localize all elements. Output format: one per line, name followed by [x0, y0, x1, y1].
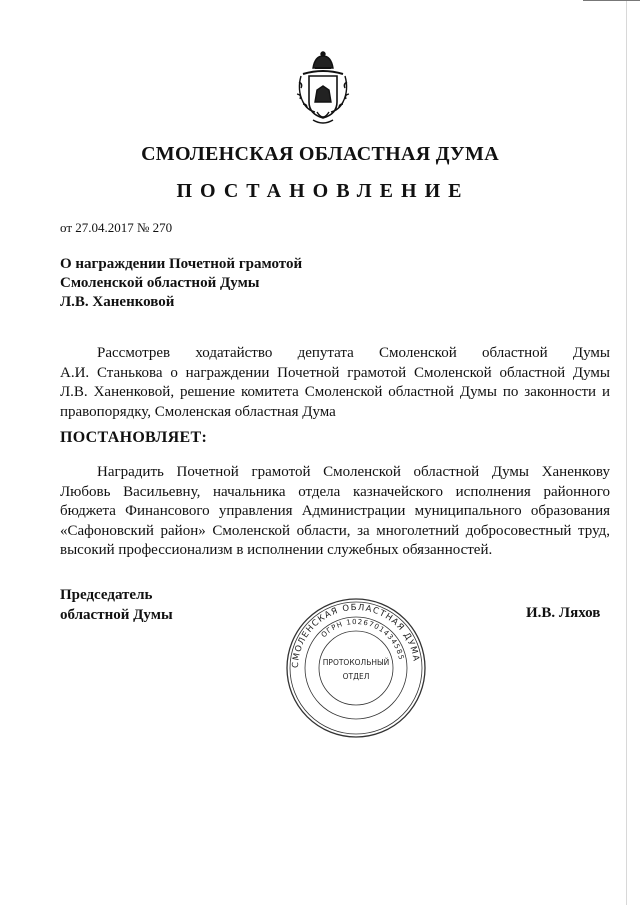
paragraph-line: высокий профессионализм в исполнении служебных обязанностей. — [60, 542, 493, 558]
paragraph-line: А.И. Станькова о награждении Почетной грамотой Смоленской областной Думы — [60, 364, 610, 381]
subject-line: Смоленской областной Думы — [60, 275, 260, 291]
paragraph-line: Наградить Почетной грамотой Смоленской областной Думы Ханенкову — [97, 464, 610, 480]
document-type-heading: ПОСТАНОВЛЕНИЕ — [176, 180, 470, 202]
document-subject — [60, 255, 302, 312]
subject-line: Л.В. Ханенковой — [60, 294, 175, 310]
paragraph-line: Любовь Васильевну, начальника отдела казначейского исполнения районного — [60, 483, 610, 500]
resolution-paragraph — [60, 463, 610, 561]
seal-center-line: ОТДЕЛ — [342, 672, 370, 681]
seal-ogrn-text-path: ОГРН 1026701434585 — [319, 617, 406, 662]
seal-outer-text-path: СМОЛЕНСКАЯ ОБЛАСТНАЯ ДУМА — [290, 602, 421, 669]
paragraph-line: Л.В. Ханенковой, решение комитета Смоленской областной Думы по законности и — [60, 384, 610, 400]
preamble-paragraph — [60, 344, 610, 422]
official-seal-stamp — [285, 597, 427, 739]
coat-of-arms-icon — [295, 50, 351, 128]
paragraph-line: правопорядку, Смоленская областная Дума — [60, 403, 336, 420]
paragraph-line: Рассмотрев ходатайство депутата Смоленской областной Думы — [97, 345, 610, 361]
organization-title: СМОЛЕНСКАЯ ОБЛАСТНАЯ ДУМА — [141, 143, 499, 165]
seal-center-line: ПРОТОКОЛЬНЫЙ — [322, 658, 390, 667]
signer-name: И.В. Ляхов — [526, 605, 601, 621]
signer-title-line: Председатель — [60, 587, 153, 603]
resolves-heading: ПОСТАНОВЛЯЕТ: — [60, 429, 208, 446]
subject-line: О награждении Почетной грамотой — [60, 256, 303, 272]
paragraph-line: «Сафоновский район» Смоленской области, за многолетний добросовестный труд, — [60, 522, 610, 539]
page-edge-mark — [583, 0, 640, 1]
paragraph-line: бюджета Финансового управления Администрации муниципального образования — [60, 503, 610, 519]
signer-title — [60, 585, 173, 625]
document-date-number: от 27.04.2017 № 270 — [60, 220, 173, 235]
page-edge-line — [626, 0, 627, 905]
signer-title-line: областной Думы — [60, 607, 173, 623]
